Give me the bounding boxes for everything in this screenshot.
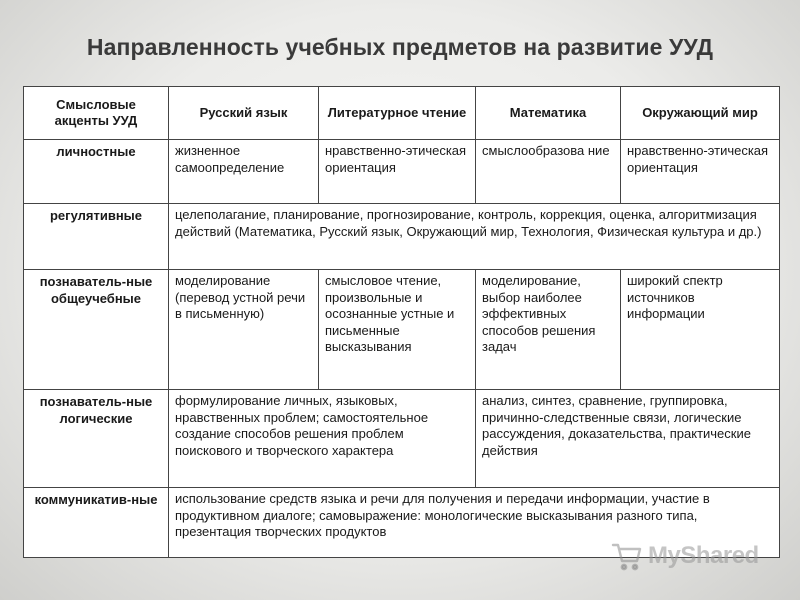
table-cell-merged-left: формулирование личных, языковых, нравственных проблем; самостоятельное создание способов решения проблем поискового и творческого характера: [169, 390, 476, 488]
table-header-row: [24, 87, 780, 140]
table-cell: нравственно-этическая ориентация: [621, 140, 780, 204]
header-cell-mathematics: Математика: [476, 87, 621, 140]
row-label-general-cognitive: познаватель-ные общеучебные: [24, 270, 169, 390]
header-cell-russian: Русский язык: [169, 87, 319, 140]
table-cell-merged-right: анализ, синтез, сравнение, группировка, причинно-следственные связи, логические рассуждения, доказательства, практические действия: [476, 390, 780, 488]
table-cell: жизненное самоопределение: [169, 140, 319, 204]
header-cell-world-around: Окружающий мир: [621, 87, 780, 140]
row-label-regulatory: регулятивные: [24, 204, 169, 270]
header-cell-accents: Смысловые акценты УУД: [24, 87, 169, 140]
uud-table: [23, 86, 780, 558]
page-title: Направленность учебных предметов на развитие УУД: [86, 34, 714, 60]
row-label-personal: личностные: [24, 140, 169, 204]
table-row: [24, 270, 780, 390]
table-cell: моделирование, выбор наиболее эффективных способов решения задач: [476, 270, 621, 390]
table-cell: нравственно-этическая ориентация: [319, 140, 476, 204]
table-row: [24, 390, 780, 488]
header-cell-literary-reading: Литературное чтение: [319, 87, 476, 140]
table-cell: широкий спектр источников информации: [621, 270, 780, 390]
shopping-cart-icon: [610, 539, 644, 578]
row-label-communicative: коммуникатив-ные: [24, 488, 169, 558]
table-row: [24, 140, 780, 204]
row-label-logical-cognitive: познаватель-ные логические: [24, 390, 169, 488]
table-cell-merged: целеполагание, планирование, прогнозирование, контроль, коррекция, оценка, алгоритмизация действий (Математика, Русский язык, Окружающий мир, Технология, Физическая культура и др.): [169, 204, 780, 270]
watermark-text: MyShared: [648, 542, 759, 569]
table-cell: смыслообразова ние: [476, 140, 621, 204]
table-row: [24, 204, 780, 270]
table-cell-merged: использование средств языка и речи для получения и передачи информации, участие в продуктивном диалоге; самовыражение: монологические высказывания разного типа, презентация творческих продуктов: [169, 488, 780, 558]
table-cell: смысловое чтение, произвольные и осознанные устные и письменные высказывания: [319, 270, 476, 390]
watermark: [608, 539, 768, 573]
table-cell: моделирование (перевод устной речи в письменную): [169, 270, 319, 390]
